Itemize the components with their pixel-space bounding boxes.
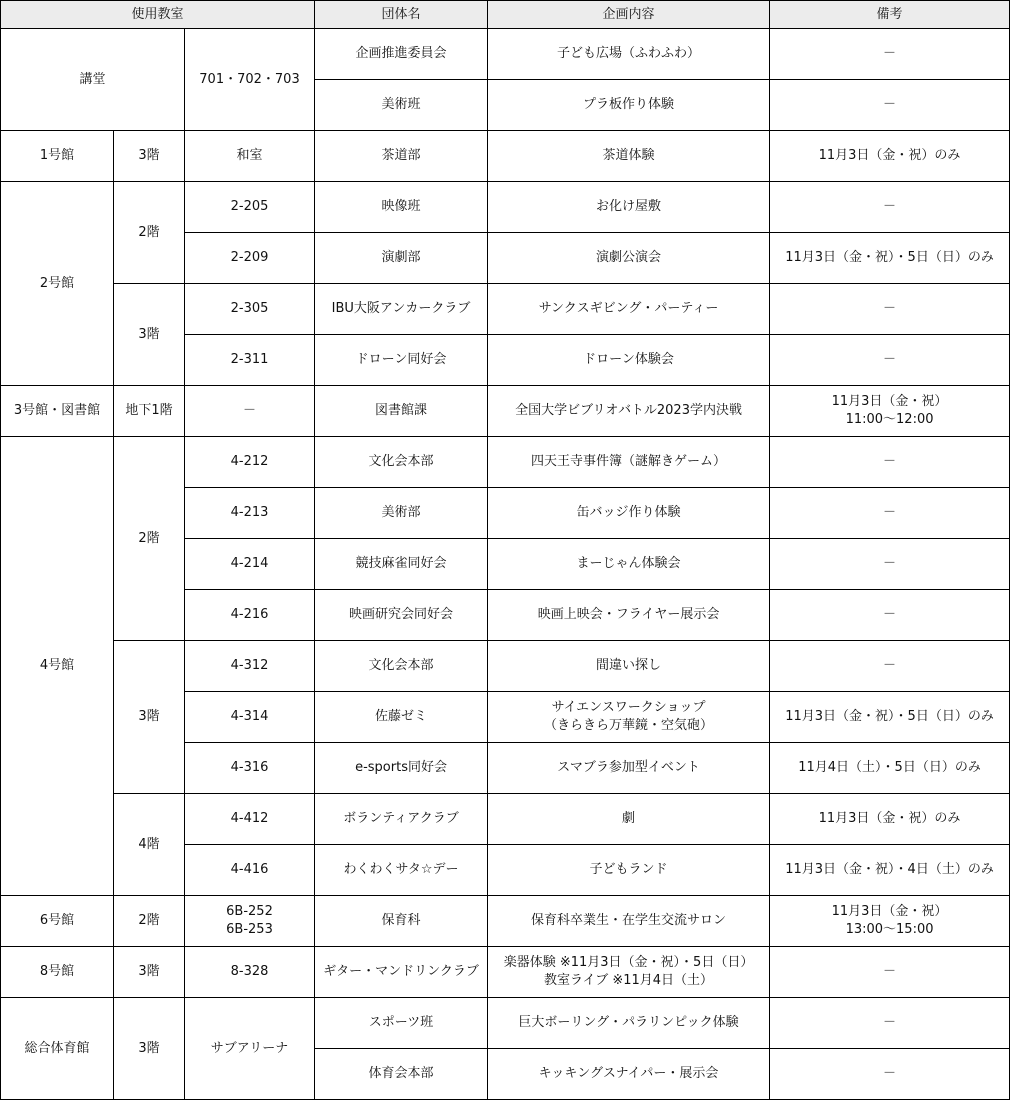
notes-cell: 11月4日（土）・5日（日）のみ <box>770 743 1010 794</box>
room-cell: 4-213 <box>185 488 315 539</box>
building-cell: 講堂 <box>1 29 185 131</box>
notes-cell: 11月3日（金・祝）・5日（日）のみ <box>770 692 1010 743</box>
building-cell: 総合体育館 <box>1 998 114 1100</box>
floor-cell: 2階 <box>114 437 185 641</box>
notes-cell: － <box>770 998 1010 1049</box>
content-cell: スマブラ参加型イベント <box>488 743 770 794</box>
group-cell: ボランティアクラブ <box>315 794 488 845</box>
notes-cell: 11月3日（金・祝）のみ <box>770 794 1010 845</box>
content-cell: 四天王寺事件簿（謎解きゲーム） <box>488 437 770 488</box>
content-cell: 巨大ボーリング・パラリンピック体験 <box>488 998 770 1049</box>
content-cell: 保育科卒業生・在学生交流サロン <box>488 896 770 947</box>
floor-cell: 地下1階 <box>114 386 185 437</box>
room-cell: サブアリーナ <box>185 998 315 1100</box>
room-cell: 701・702・703 <box>185 29 315 131</box>
group-cell: 佐藤ゼミ <box>315 692 488 743</box>
table-row <box>1 998 1010 1049</box>
notes-cell: － <box>770 1049 1010 1100</box>
group-cell: e-sports同好会 <box>315 743 488 794</box>
room-cell: 4-316 <box>185 743 315 794</box>
content-cell: 映画上映会・フライヤー展示会 <box>488 590 770 641</box>
content-cell: 缶バッジ作り体験 <box>488 488 770 539</box>
room-cell: 4-214 <box>185 539 315 590</box>
table-row <box>1 131 1010 182</box>
room-cell: 4-416 <box>185 845 315 896</box>
group-cell: 文化会本部 <box>315 437 488 488</box>
room-cell: － <box>185 386 315 437</box>
room-cell: 2-205 <box>185 182 315 233</box>
notes-cell: － <box>770 437 1010 488</box>
group-cell: 演劇部 <box>315 233 488 284</box>
content-cell: 全国大学ビブリオバトル2023学内決戦 <box>488 386 770 437</box>
content-cell: 子ども広場（ふわふわ） <box>488 29 770 80</box>
notes-cell: － <box>770 539 1010 590</box>
group-cell: 企画推進委員会 <box>315 29 488 80</box>
group-cell: 茶道部 <box>315 131 488 182</box>
notes-cell: － <box>770 590 1010 641</box>
table-row <box>1 386 1010 437</box>
notes-cell: － <box>770 80 1010 131</box>
notes-cell: 11月3日（金・祝） 13:00～15:00 <box>770 896 1010 947</box>
content-cell: 楽器体験 ※11月3日（金・祝）・5日（日） 教室ライブ ※11月4日（土） <box>488 947 770 998</box>
notes-cell: － <box>770 284 1010 335</box>
group-cell: 美術部 <box>315 488 488 539</box>
table-row <box>1 182 1010 233</box>
room-cell: 2-305 <box>185 284 315 335</box>
content-cell: お化け屋敷 <box>488 182 770 233</box>
group-cell: 図書館課 <box>315 386 488 437</box>
table-row <box>1 284 1010 335</box>
floor-cell: 3階 <box>114 131 185 182</box>
room-cell: 4-312 <box>185 641 315 692</box>
content-cell: 演劇公演会 <box>488 233 770 284</box>
header-venue: 使用教室 <box>1 1 315 29</box>
building-cell: 3号館・図書館 <box>1 386 114 437</box>
content-cell: キッキングスナイパー・展示会 <box>488 1049 770 1100</box>
content-cell: プラ板作り体験 <box>488 80 770 131</box>
group-cell: 映像班 <box>315 182 488 233</box>
group-cell: ギター・マンドリンクラブ <box>315 947 488 998</box>
content-cell: 子どもランド <box>488 845 770 896</box>
group-cell: わくわくサタ☆デー <box>315 845 488 896</box>
room-cell: 4-412 <box>185 794 315 845</box>
notes-cell: － <box>770 335 1010 386</box>
table-row <box>1 641 1010 692</box>
building-cell: 6号館 <box>1 896 114 947</box>
table-row <box>1 896 1010 947</box>
floor-cell: 3階 <box>114 998 185 1100</box>
group-cell: 美術班 <box>315 80 488 131</box>
table-row <box>1 947 1010 998</box>
group-cell: 体育会本部 <box>315 1049 488 1100</box>
content-cell: 茶道体験 <box>488 131 770 182</box>
notes-cell: － <box>770 182 1010 233</box>
floor-cell: 2階 <box>114 182 185 284</box>
group-cell: IBU大阪アンカークラブ <box>315 284 488 335</box>
group-cell: 文化会本部 <box>315 641 488 692</box>
table-row <box>1 29 1010 80</box>
content-cell: まーじゃん体験会 <box>488 539 770 590</box>
group-cell: ドローン同好会 <box>315 335 488 386</box>
content-cell: 劇 <box>488 794 770 845</box>
header-notes: 備考 <box>770 1 1010 29</box>
floor-cell: 4階 <box>114 794 185 896</box>
group-cell: 映画研究会同好会 <box>315 590 488 641</box>
notes-cell: － <box>770 641 1010 692</box>
group-cell: 保育科 <box>315 896 488 947</box>
table-row <box>1 437 1010 488</box>
building-cell: 1号館 <box>1 131 114 182</box>
building-cell: 2号館 <box>1 182 114 386</box>
room-cell: 4-212 <box>185 437 315 488</box>
table-row <box>1 794 1010 845</box>
table-header-row <box>1 1 1010 29</box>
room-cell: 4-216 <box>185 590 315 641</box>
room-cell: 和室 <box>185 131 315 182</box>
notes-cell: － <box>770 488 1010 539</box>
header-content: 企画内容 <box>488 1 770 29</box>
floor-cell: 3階 <box>114 947 185 998</box>
floor-cell: 3階 <box>114 284 185 386</box>
room-cell: 6B-252 6B-253 <box>185 896 315 947</box>
content-cell: サイエンスワークショップ （きらきら万華鏡・空気砲） <box>488 692 770 743</box>
floor-cell: 2階 <box>114 896 185 947</box>
group-cell: スポーツ班 <box>315 998 488 1049</box>
room-cell: 8-328 <box>185 947 315 998</box>
notes-cell: － <box>770 947 1010 998</box>
notes-cell: 11月3日（金・祝）・4日（土）のみ <box>770 845 1010 896</box>
content-cell: ドローン体験会 <box>488 335 770 386</box>
floor-cell: 3階 <box>114 641 185 794</box>
room-cell: 2-209 <box>185 233 315 284</box>
notes-cell: 11月3日（金・祝） 11:00～12:00 <box>770 386 1010 437</box>
group-cell: 競技麻雀同好会 <box>315 539 488 590</box>
notes-cell: 11月3日（金・祝）・5日（日）のみ <box>770 233 1010 284</box>
building-cell: 4号館 <box>1 437 114 896</box>
notes-cell: － <box>770 29 1010 80</box>
room-cell: 4-314 <box>185 692 315 743</box>
room-cell: 2-311 <box>185 335 315 386</box>
notes-cell: 11月3日（金・祝）のみ <box>770 131 1010 182</box>
content-cell: 間違い探し <box>488 641 770 692</box>
content-cell: サンクスギビング・パーティー <box>488 284 770 335</box>
building-cell: 8号館 <box>1 947 114 998</box>
header-group: 団体名 <box>315 1 488 29</box>
